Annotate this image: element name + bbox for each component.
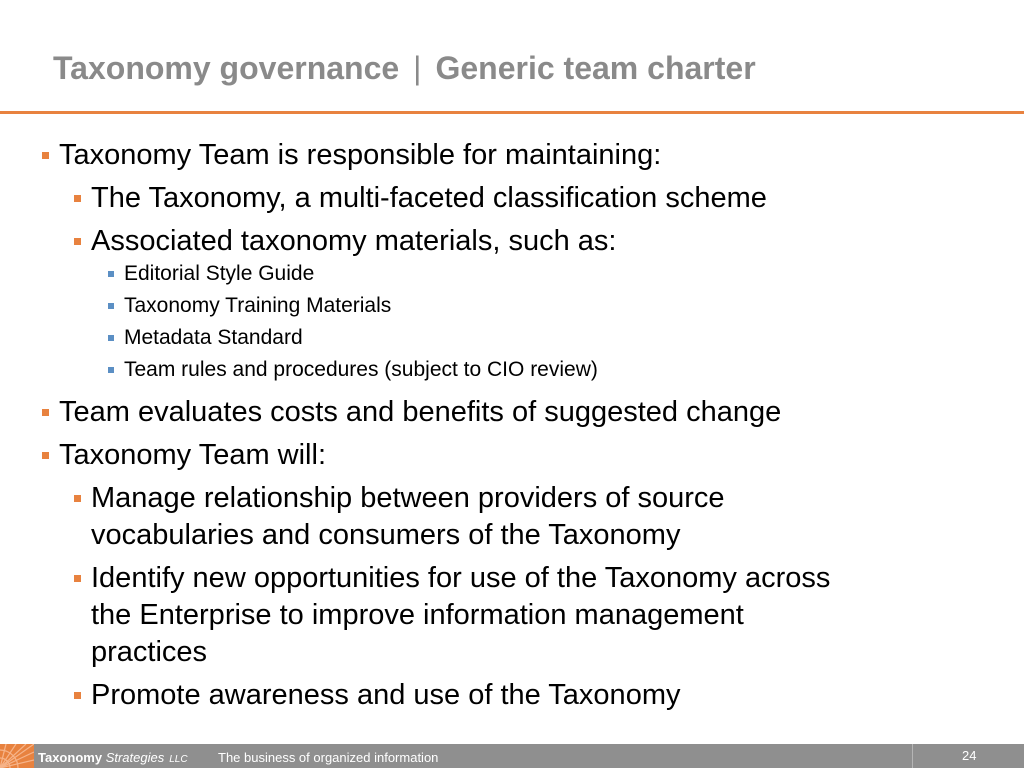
brand-suffix: LLC [169,754,188,765]
bullet-marker [42,409,49,416]
bullet-marker [74,495,81,502]
bullet-level-2 [91,677,680,714]
bullet-text: practices [91,636,208,668]
bullet-level-2 [91,223,616,260]
bullet-marker [108,367,114,373]
bullet-marker [42,152,49,159]
bullet-marker [108,303,114,309]
bullet-text: The Taxonomy, a multi-faceted classification scheme [91,182,767,214]
bullet-level-3 [124,356,598,384]
bullet-level-3 [124,260,314,288]
bullet-text: Team rules and procedures (subject to CIO review) [124,358,598,381]
bullet-level-2 [91,480,725,554]
bullet-marker [74,575,81,582]
bullet-text: Taxonomy Team will: [59,439,327,471]
brand-name-italic: Strategies [105,750,165,765]
bullet-text: vocabularies and consumers of the Taxonomy [91,519,681,551]
bullet-marker [74,195,81,202]
brand-name-bold: Taxonomy [38,750,103,765]
title-separator: | [413,50,422,86]
bullet-level-3 [124,292,391,320]
bullet-level-1 [59,437,326,474]
bullet-text: Manage relationship between providers of source [91,482,725,514]
bullet-marker [108,335,114,341]
bullet-marker [74,692,81,699]
bullet-text: Team evaluates costs and benefits of suggested change [59,396,782,428]
footer-bar [0,744,1024,768]
bullet-level-2 [91,560,830,671]
bullet-level-2 [91,180,767,217]
bullet-text: the Enterprise to improve information management [91,599,744,631]
title-sub: Generic team charter [435,50,756,86]
bullet-text: Taxonomy Training Materials [124,294,392,317]
bullet-text: Editorial Style Guide [124,262,315,285]
bullet-level-1 [59,394,781,431]
bullet-text: Promote awareness and use of the Taxonomy [91,679,681,711]
bullet-level-1 [59,137,661,174]
bullet-text: Metadata Standard [124,326,303,349]
bullet-marker [74,238,81,245]
page-number: 24 [962,748,977,763]
bullet-text: Identify new opportunities for use of the Taxonomy across [91,562,831,594]
footer-tagline: The business of organized information [218,750,439,765]
bullet-marker [42,452,49,459]
bullet-text: Associated taxonomy materials, such as: [91,225,617,257]
bullet-marker [108,271,114,277]
footer-divider [912,744,913,768]
footer-brand [38,750,188,765]
title-main: Taxonomy governance [53,50,400,86]
bullet-level-3 [124,324,303,352]
starburst-logo-icon [0,744,34,768]
bullet-text: Taxonomy Team is responsible for maintaining: [59,139,662,171]
